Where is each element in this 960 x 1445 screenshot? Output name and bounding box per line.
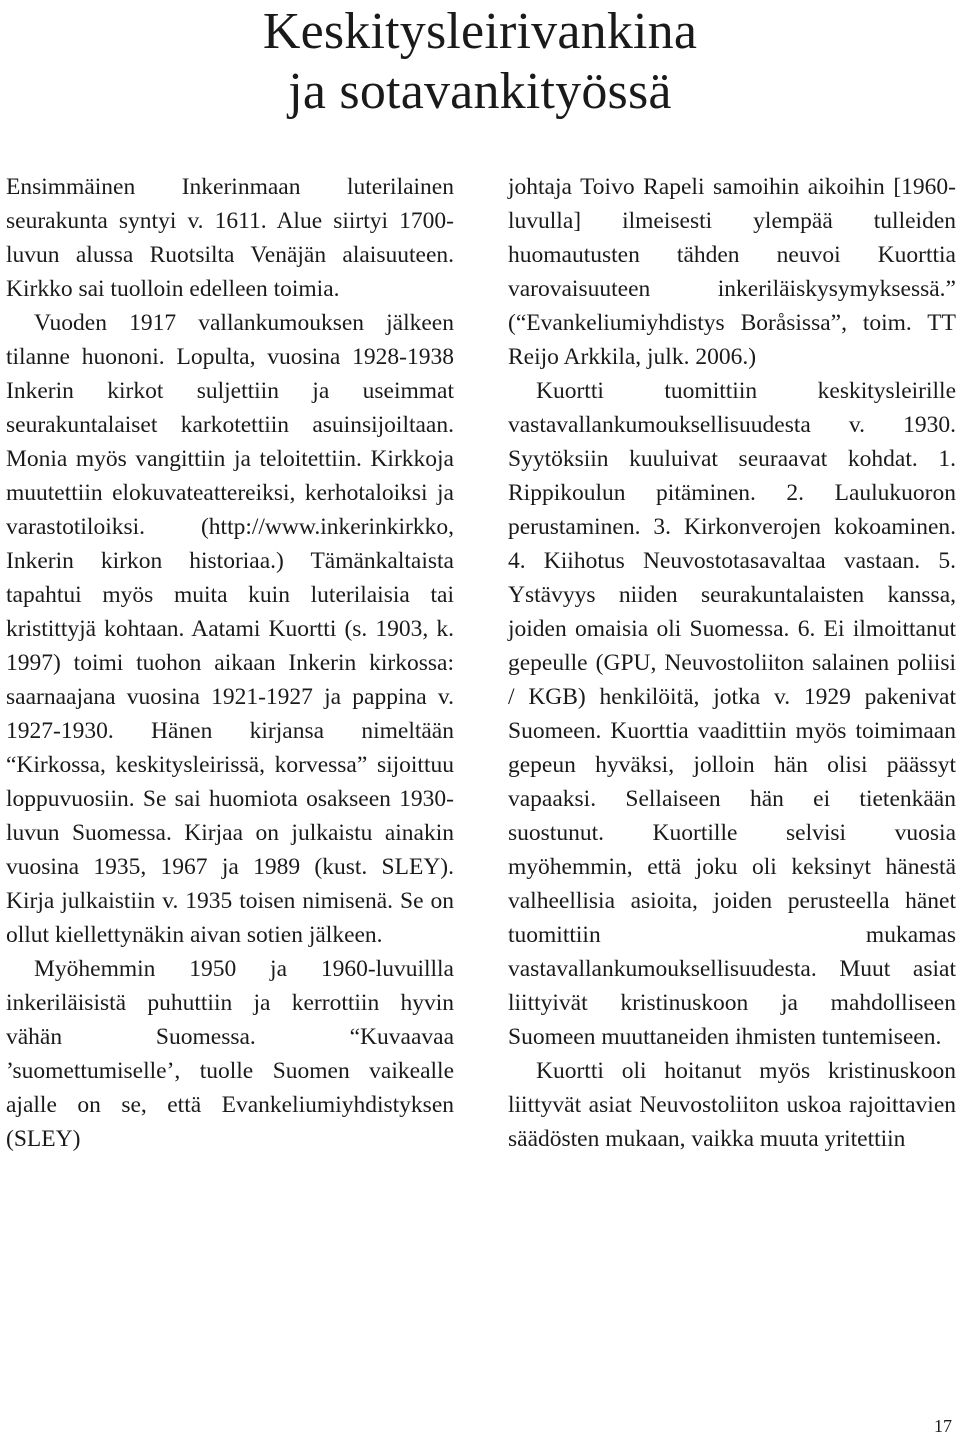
paragraph: Ensimmäinen Inkerinmaan luterilainen seurakunta syntyi v. 1611. Alue siirtyi 1700-luvun alussa Ruotsilta Venäjän alaisuuteen. Kirkko sai tuolloin edelleen toimia. <box>6 174 454 302</box>
article-title-line-2: ja sotavankityössä <box>288 63 672 120</box>
paragraph: Myöhemmin 1950 ja 1960-luvuillla inkeriläisistä puhuttiin ja kerrottiin hyvin vähän Suomessa. “Kuvaavaa ’suomettumiselle’, tuolle Suomen vaikealle ajalle on se, että Evankeliumiyhdistyksen (SLEY) <box>6 956 454 1152</box>
right-text-column <box>508 170 956 1156</box>
paragraph: Kuortti oli hoitanut myös kristinuskoon liittyvät asiat Neuvostoliiton uskoa rajoittavien säädösten mukaan, vaikka muuta yritettiin <box>508 1058 956 1152</box>
left-text-column <box>6 170 454 1156</box>
paragraph: Kuortti tuomittiin keskitysleirille vastavallankumouksellisuudesta v. 1930. Syytöksiin kuuluivat seuraavat kohdat. 1. Rippikoulun pitäminen. 2. Laulukuoron perustaminen. 3. Kirkonverojen kokoaminen. 4. Kiihotus Neuvostotasavaltaa vastaan. 5. Ystävyys niiden seurakuntalaisten kanssa, joiden omaisia oli Suomessa. 6. Ei ilmoittanut gepeulle (GPU, Neuvostoliiton salainen poliisi / KGB) henkilöitä, jotka v. 1929 pakenivat Suomeen. Kuorttia vaadittiin myös toimimaan gepeun hyväksi, jolloin hän olisi päässyt vapaaksi. Sellaiseen hän ei tietenkään suostunut. Kuortille selvisi vuosia myöhemmin, että joku oli keksinyt hänestä valheellisia asioita, joiden perusteella hänet tuomittiin mukamas vastavallankumouksellisuudesta. Muut asiat liittyivät kristinuskoon ja mahdolliseen Suomeen muuttaneiden ihmisten tuntemiseen. <box>508 378 956 1050</box>
page-number: 17 <box>934 1416 952 1436</box>
article-title-line-1: Keskitysleirivankina <box>262 3 698 60</box>
article-title <box>0 2 960 122</box>
paragraph: johtaja Toivo Rapeli samoihin aikoihin [1960-luvulla] ilmeisesti ylempää tulleiden huomautusten tähden neuvoi Kuorttia varovaisuuteen inkeriläiskysymyksessä.” (“Evankeliumiyhdistys Boråsissa”, toim. TT Reijo Arkkila, julk. 2006.) <box>508 174 956 370</box>
paragraph: Vuoden 1917 vallankumouksen jälkeen tilanne huononi. Lopulta, vuosina 1928-1938 Inkerin kirkot suljettiin ja useimmat seurakuntalaiset karkotettiin asuinsijoiltaan. Monia myös vangittiin ja teloitettiin. Kirkkoja muutettiin elokuvateattereiksi, kerhotaloiksi ja varastotiloiksi. (http://www.inkerinkirkko, Inkerin kirkon historiaa.) Tämänkaltaista tapahtui myös muita kuin luterilaisia tai kristittyjä kohtaan. Aatami Kuortti (s. 1903, k. 1997) toimi tuohon aikaan Inkerin kirkossa: saarnaajana vuosina 1921-1927 ja pappina v. 1927-1930. Hänen kirjansa nimeltään “Kirkossa, keskitysleirissä, korvessa” sijoittuu loppuvuosiin. Se sai huomiota osakseen 1930-luvun Suomessa. Kirjaa on julkaistu ainakin vuosina 1935, 1967 ja 1989 (kust. SLEY). Kirja julkaistiin v. 1935 toisen nimisenä. Se on ollut kiellettynäkin aivan sotien jälkeen. <box>6 310 454 948</box>
